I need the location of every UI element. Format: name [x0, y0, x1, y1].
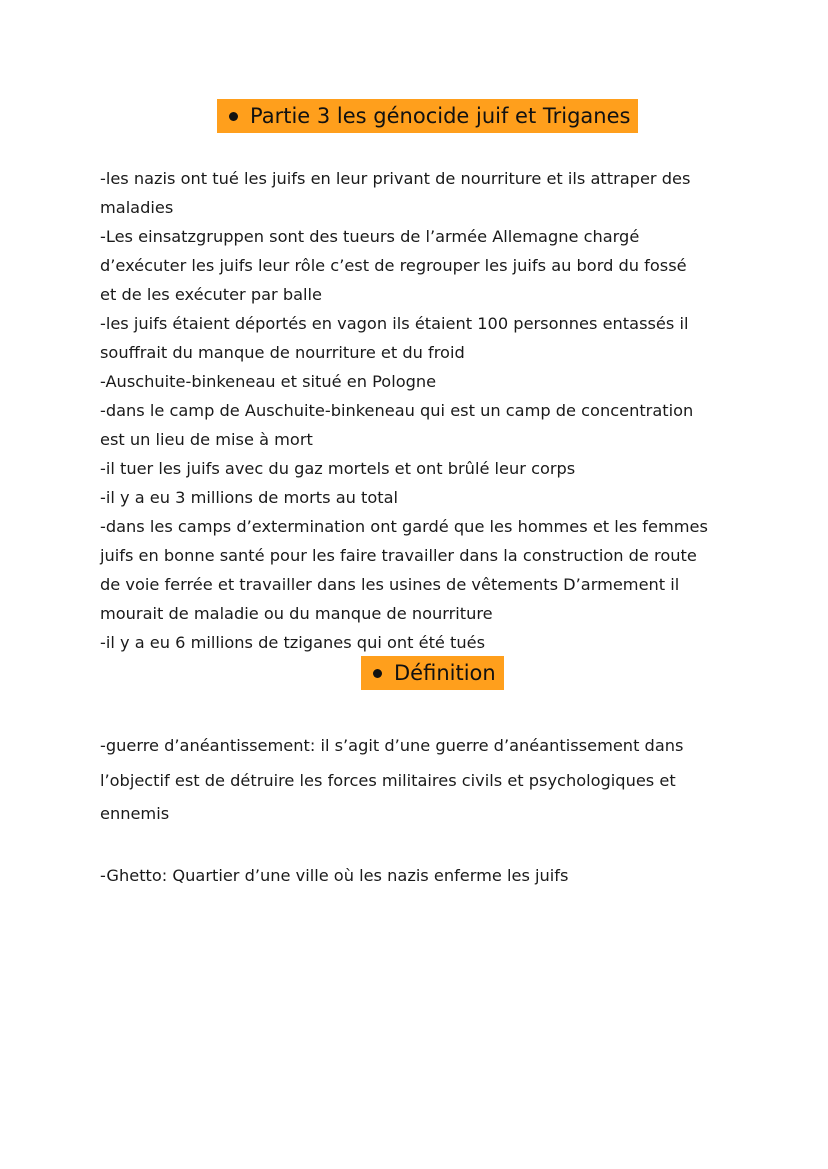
- bullet-icon: [373, 669, 382, 678]
- text-line: -il y a eu 3 millions de morts au total: [100, 488, 399, 507]
- section-heading-definition: [361, 656, 504, 690]
- text-line: d’exécuter les juifs leur rôle c’est de regrouper les juifs au bord du fossé: [100, 256, 687, 275]
- definition-line: -Ghetto: Quartier d’une ville où les nazis enferme les juifs: [100, 866, 569, 885]
- text-line: -il tuer les juifs avec du gaz mortels et ont brûlé leur corps: [100, 459, 576, 478]
- text-line: mourait de maladie ou du manque de nourriture: [100, 604, 493, 623]
- text-line: -Auschuite-binkeneau et situé en Pologne: [100, 372, 437, 391]
- section-heading-genocide: [217, 99, 638, 133]
- text-line: -Les einsatzgruppen sont des tueurs de l’armée Allemagne chargé: [100, 227, 640, 246]
- text-line: juifs en bonne santé pour les faire travailler dans la construction de route: [100, 546, 697, 565]
- text-line: -les juifs étaient déportés en vagon ils étaient 100 personnes entassés il: [100, 314, 689, 333]
- text-line: maladies: [100, 198, 174, 217]
- bullet-icon: [229, 112, 238, 121]
- text-line: est un lieu de mise à mort: [100, 430, 313, 449]
- section-heading-text: Partie 3 les génocide juif et Triganes: [250, 104, 631, 128]
- text-line: souffrait du manque de nourriture et du froid: [100, 343, 465, 362]
- text-line: et de les exécuter par balle: [100, 285, 322, 304]
- definition-line: ennemis: [100, 804, 170, 823]
- definition-line: -guerre d’anéantissement: il s’agit d’une guerre d’anéantissement dans: [100, 736, 684, 755]
- text-line: -dans le camp de Auschuite-binkeneau qui est un camp de concentration: [100, 401, 694, 420]
- text-line: de voie ferrée et travailler dans les usines de vêtements D’armement il: [100, 575, 680, 594]
- text-line: -il y a eu 6 millions de tziganes qui ont été tués: [100, 633, 486, 652]
- definition-line: l’objectif est de détruire les forces militaires civils et psychologiques et: [100, 771, 676, 790]
- text-line: -les nazis ont tué les juifs en leur privant de nourriture et ils attraper des: [100, 169, 691, 188]
- text-line: -dans les camps d’extermination ont gardé que les hommes et les femmes: [100, 517, 708, 536]
- section-heading-text: Définition: [394, 661, 496, 685]
